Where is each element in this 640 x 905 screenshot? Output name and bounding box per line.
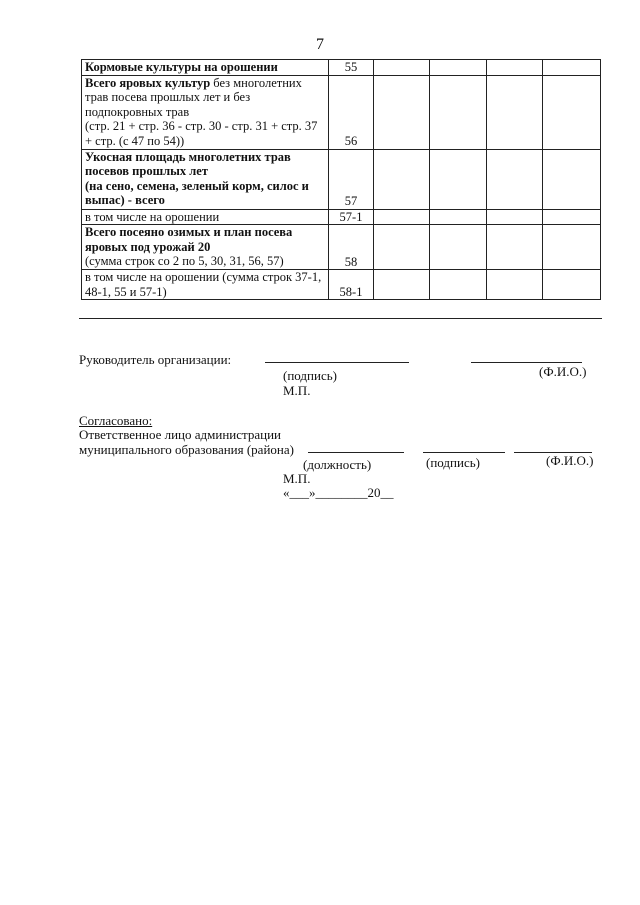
value-cell xyxy=(374,149,430,209)
row-label xyxy=(82,149,329,209)
row-label-text: в том числе на орошении (сумма строк 37-1, 48-1, 55 и 57-1) xyxy=(85,270,322,299)
row-label-text: в том числе на орошении xyxy=(85,209,220,224)
value-cell xyxy=(374,209,430,225)
row-line-number: 58 xyxy=(329,225,374,270)
official-fio-caption: (Ф.И.О.) xyxy=(546,453,594,468)
value-cell xyxy=(487,209,543,225)
table-row xyxy=(82,75,601,149)
section-divider xyxy=(79,318,602,319)
value-cell xyxy=(430,60,487,76)
row-label-text: Укосная площадь многолетних трав посевов прошлых лет xyxy=(85,149,291,178)
head-signature-line xyxy=(265,362,409,363)
value-cell xyxy=(543,60,601,76)
official-signature-line xyxy=(423,452,505,453)
value-cell xyxy=(543,75,601,149)
row-label-text: без многолетних трав посева прошлых лет и без подпокровных трав xyxy=(85,75,302,119)
head-fio-caption: (Ф.И.О.) xyxy=(539,364,587,379)
value-cell xyxy=(430,270,487,300)
head-fio-line xyxy=(471,362,582,363)
value-cell xyxy=(543,149,601,209)
table-row xyxy=(82,209,601,225)
table-row xyxy=(82,149,601,209)
official-stamp: М.П. xyxy=(283,471,311,486)
page-number: 7 xyxy=(316,36,324,53)
value-cell xyxy=(430,209,487,225)
value-cell xyxy=(374,270,430,300)
row-line-number: 55 xyxy=(329,60,374,76)
row-line-number: 57-1 xyxy=(329,209,374,225)
row-label xyxy=(82,75,329,149)
value-cell xyxy=(487,225,543,270)
value-cell xyxy=(543,225,601,270)
value-cell xyxy=(374,75,430,149)
row-label-text: (сумма строк со 2 по 5, 30, 31, 56, 57) xyxy=(85,254,284,268)
head-stamp: М.П. xyxy=(283,383,311,398)
row-label xyxy=(82,270,329,300)
official-signature-caption: (подпись) xyxy=(426,455,480,470)
value-cell xyxy=(543,209,601,225)
row-label-text: Всего посеяно озимых и план посева яровых под урожай 20 xyxy=(85,225,293,254)
value-cell xyxy=(374,60,430,76)
head-signature-caption: (подпись) xyxy=(283,368,337,383)
agreed-label: Согласовано: xyxy=(79,413,153,428)
official-label-line2: муниципального образования (района) xyxy=(79,442,294,457)
table-row xyxy=(82,225,601,270)
row-label xyxy=(82,225,329,270)
value-cell xyxy=(430,225,487,270)
table-row xyxy=(82,270,601,300)
crop-area-table xyxy=(81,59,601,300)
row-label xyxy=(82,209,329,225)
date-line: «___»________20__ xyxy=(283,485,394,500)
value-cell xyxy=(430,149,487,209)
value-cell xyxy=(487,270,543,300)
official-position-line xyxy=(308,452,404,453)
row-label-text: (стр. 21 + стр. 36 - стр. 30 - стр. 31 + стр. 37 + стр. (с 47 по 54)) xyxy=(85,119,318,148)
row-label-text: (на сено, семена, зеленый корм, силос и выпас) - всего xyxy=(85,178,309,207)
value-cell xyxy=(487,60,543,76)
row-line-number: 56 xyxy=(329,75,374,149)
value-cell xyxy=(374,225,430,270)
row-label-text: Всего яровых культур xyxy=(85,75,211,90)
row-label xyxy=(82,60,329,76)
value-cell xyxy=(430,75,487,149)
row-line-number: 58-1 xyxy=(329,270,374,300)
row-line-number: 57 xyxy=(329,149,374,209)
value-cell xyxy=(487,149,543,209)
head-label: Руководитель организации: xyxy=(79,352,232,367)
official-label-line1: Ответственное лицо администрации xyxy=(79,427,282,442)
value-cell xyxy=(487,75,543,149)
value-cell xyxy=(543,270,601,300)
row-label-text: Кормовые культуры на орошении xyxy=(85,60,278,74)
table-row xyxy=(82,60,601,76)
official-position-caption: (должность) xyxy=(303,457,372,472)
